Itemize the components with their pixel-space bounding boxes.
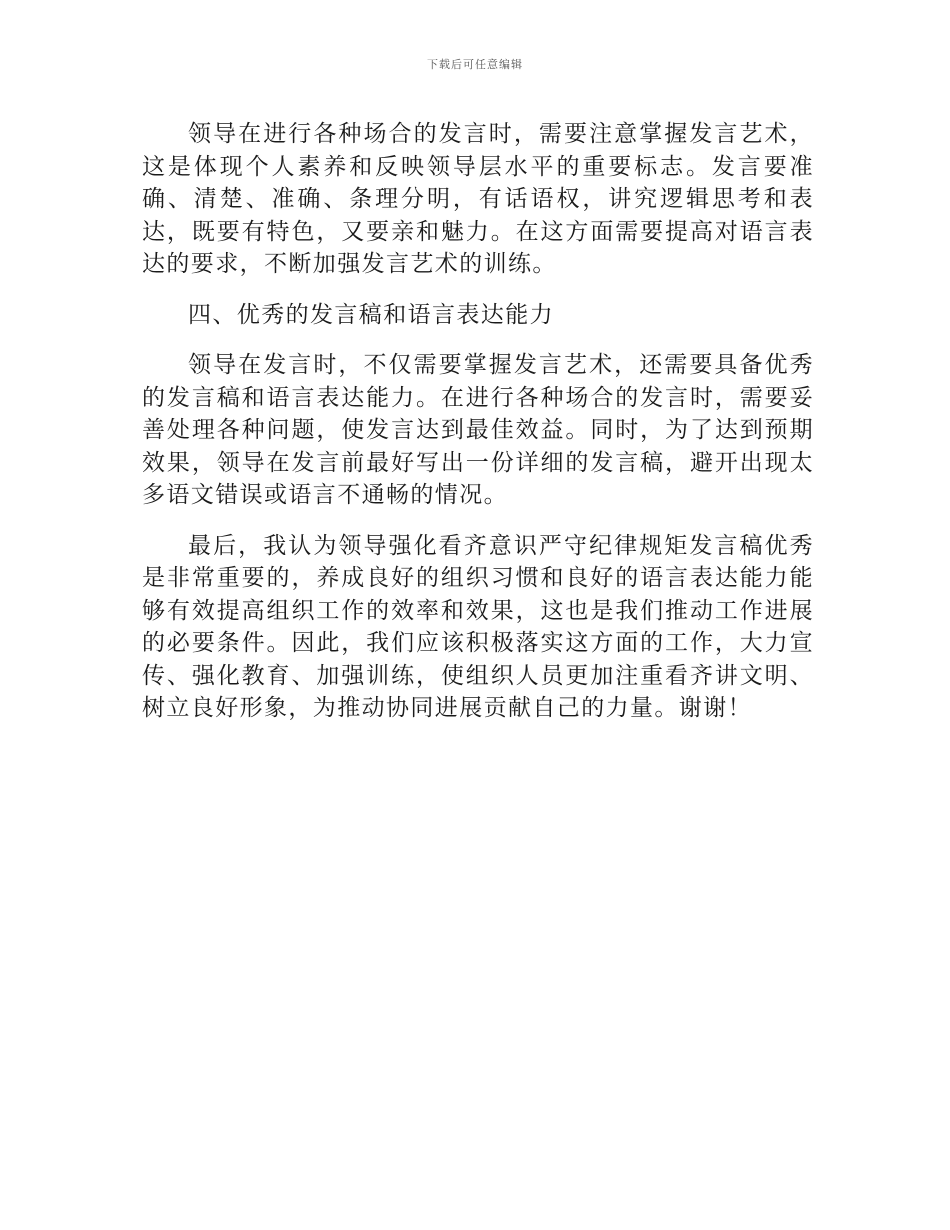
- paragraph-conclusion: 最后，我认为领导强化看齐意识严守纪律规矩发言稿优秀是非常重要的，养成良好的组织习惯和良好的语言表达能力能够有效提高组织工作的效率和效果，这也是我们推动工作进展的必要条件。因此，我们应该积极落实这方面的工作，大力宣传、强化教育、加强训练，使组织人员更加注重看齐讲文明、树立良好形象，为推动协同进展贡献自己的力量。谢谢！: [142, 532, 814, 721]
- paragraph-speech-draft: 领导在发言时，不仅需要掌握发言艺术，还需要具备优秀的发言稿和语言表达能力。在进行各种场合的发言时，需要妥善处理各种问题，使发言达到最佳效益。同时，为了达到预期效果，领导在发言前最好写出一份详细的发言稿，避开出现太多语文错误或语言不通畅的情况。: [142, 352, 814, 508]
- section-heading-four: 四、优秀的发言稿和语言表达能力: [188, 301, 554, 328]
- document-body: [142, 118, 814, 725]
- paragraph-speech-art: 领导在进行各种场合的发言时，需要注意掌握发言艺术，这是体现个人素养和反映领导层水平的重要标志。发言要准确、清楚、准确、条理分明，有话语权，讲究逻辑思考和表达，既要有特色，又要亲和魅力。在这方面需要提高对语言表达的要求，不断加强发言艺术的训练。: [142, 121, 814, 277]
- page-header: 下载后可任意编辑: [427, 58, 523, 71]
